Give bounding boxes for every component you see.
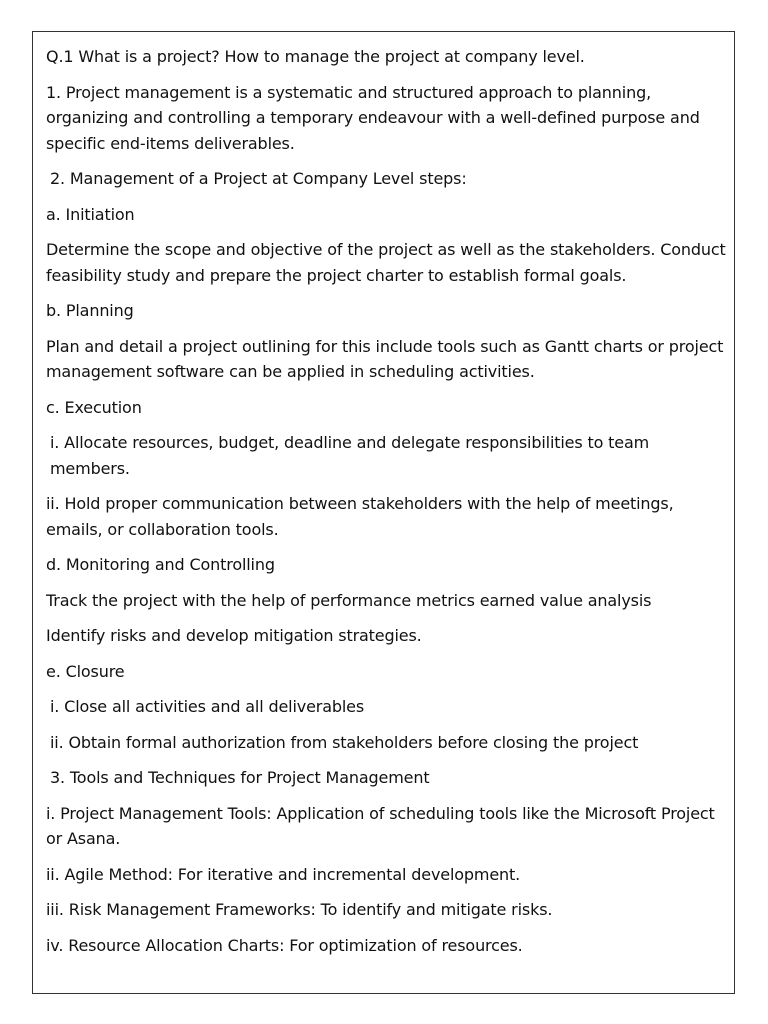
monitoring-paragraph-2: Identify risks and develop mitigation strategies. — [46, 626, 422, 645]
execution-item-1: i. Allocate resources, budget, deadline and delegate responsibilities to team members. — [50, 433, 650, 478]
closure-item-1: i. Close all activities and all deliverables — [50, 697, 365, 716]
tools-item-2: ii. Agile Method: For iterative and incremental development. — [46, 864, 521, 884]
tools-item-4: iv. Resource Allocation Charts: For optimization of resources. — [46, 935, 523, 955]
definition-paragraph: 1. Project management is a systematic and structured approach to planning, organizing and controlling a temporary endeavour with a well-defined purpose and specific end-items deliverables. — [46, 82, 700, 153]
section-heading-tools: 3. Tools and Techniques for Project Management — [50, 768, 430, 787]
planning-paragraph: Plan and detail a project outlining for this include tools such as Gantt charts or project management software can be applied in scheduling activities. — [46, 336, 724, 381]
monitoring-paragraph-1: Track the project with the help of performance metrics earned value analysis — [46, 590, 652, 610]
question-heading: Q.1 What is a project? How to manage the project at company level. — [46, 47, 585, 66]
closure-item-2: ii. Obtain formal authorization from stakeholders before closing the project — [50, 732, 639, 752]
tools-item-1: i. Project Management Tools: Application of scheduling tools like the Microsoft Project or Asana. — [46, 803, 715, 848]
section-heading-steps: 2. Management of a Project at Company Level steps: — [50, 169, 467, 188]
step-heading-execution: c. Execution — [46, 397, 142, 417]
step-heading-initiation: a. Initiation — [46, 204, 135, 224]
step-heading-planning: b. Planning — [46, 301, 134, 320]
step-heading-monitoring: d. Monitoring and Controlling — [46, 555, 275, 574]
step-heading-closure: e. Closure — [46, 661, 125, 681]
execution-item-2: ii. Hold proper communication between stakeholders with the help of meetings, emails, or collaboration tools. — [46, 494, 674, 539]
initiation-paragraph: Determine the scope and objective of the project as well as the stakeholders. Conduct feasibility study and prepare the project charter to establish formal goals. — [46, 240, 726, 285]
document-body — [46, 44, 730, 968]
tools-item-3: iii. Risk Management Frameworks: To identify and mitigate risks. — [46, 900, 553, 919]
